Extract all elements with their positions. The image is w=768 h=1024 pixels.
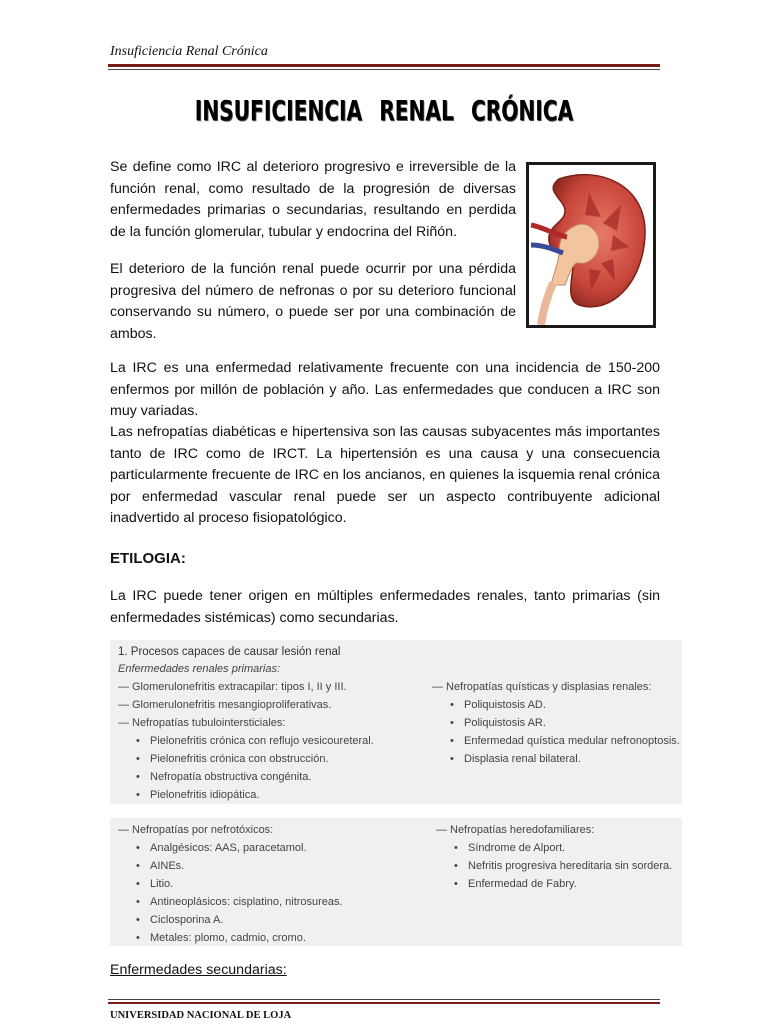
dash-icon: — (432, 681, 443, 693)
bullet-icon: • (454, 842, 458, 854)
list-item (432, 696, 680, 714)
list-item-text: Pielonefritis crónica con reflujo vesicoureteral. (150, 735, 374, 747)
table-right-column (436, 821, 672, 893)
list-item (432, 732, 680, 750)
list-item-text: Pielonefritis crónica con obstrucción. (150, 753, 329, 765)
causes-table-toxic-hereditary (110, 818, 682, 946)
list-item (118, 893, 343, 911)
bullet-icon: • (136, 842, 140, 854)
list-item (436, 821, 672, 839)
list-item-text: Poliquistosis AR. (464, 717, 546, 729)
list-item (118, 696, 374, 714)
bullet-icon: • (136, 771, 140, 783)
paragraph-deterioro: El deterioro de la función renal puede ocurrir por una pérdida progresiva del número de nefronas o por su deterioro funcional conservando su número, o puede ser por una combinación de ambos. (110, 261, 516, 342)
table-right-column (432, 678, 680, 768)
bullet-icon: • (450, 699, 454, 711)
list-item (432, 678, 680, 696)
list-item-text: Nefropatías heredofamiliares: (450, 824, 595, 836)
bullet-icon: • (454, 878, 458, 890)
footer-rule-thick (108, 1002, 660, 1004)
table-title: 1. Procesos capaces de causar lesión renal (118, 646, 341, 658)
list-item (436, 875, 672, 893)
paragraph-definition: Se define como IRC al deterioro progresivo e irreversible de la función renal, como resultado de la progresión de diversas enfermedades primarias o secundarias, resultando en perdida de la función glomerular, tubular y endocrina del Riñón. (110, 159, 516, 240)
footer-university: UNIVERSIDAD NACIONAL DE LOJA (110, 1010, 292, 1021)
bullet-icon: • (136, 878, 140, 890)
list-item-text: Síndrome de Alport. (468, 842, 566, 854)
bullet-icon: • (454, 860, 458, 872)
list-item (118, 857, 343, 875)
dash-icon: — (118, 717, 129, 729)
running-header-title: Insuficiencia Renal Crónica (110, 44, 268, 59)
section-heading-etiologia: ETILOGIA: (110, 550, 186, 567)
list-item (436, 839, 672, 857)
paragraph-origen: La IRC puede tener origen en múltiples enfermedades renales, tanto primarias (sin enfermedades sistémicas) como secundarias. (110, 588, 660, 626)
bullet-icon: • (450, 753, 454, 765)
list-item-text: Nefropatías quísticas y displasias renales: (446, 681, 652, 693)
table-subtitle: Enfermedades renales primarias: (118, 663, 281, 675)
list-item-text: Pielonefritis idiopática. (150, 789, 260, 801)
list-item-text: AINEs. (150, 860, 185, 872)
list-item-text: Metales: plomo, cadmio, cromo. (150, 932, 306, 944)
list-item-text: Antineoplásicos: cisplatino, nitrosureas. (150, 896, 343, 908)
list-item-text: Nefropatías tubulointersticiales: (132, 717, 286, 729)
list-item-text: Nefropatías por nefrotóxicos: (132, 824, 274, 836)
bullet-icon: • (136, 860, 140, 872)
bullet-icon: • (450, 735, 454, 747)
kidney-figure (526, 162, 656, 328)
table-left-column (118, 821, 343, 947)
list-item-text: Litio. (150, 878, 174, 890)
bullet-icon: • (136, 932, 140, 944)
bullet-icon: • (450, 717, 454, 729)
list-item (118, 678, 374, 696)
table-left-column (118, 678, 374, 804)
list-item (118, 929, 343, 947)
list-item-text: Enfermedad de Fabry. (468, 878, 577, 890)
list-item (118, 786, 374, 804)
section-heading-secundarias: Enfermedades secundarias: (110, 962, 287, 978)
list-item-text: Poliquistosis AD. (464, 699, 546, 711)
bullet-icon: • (136, 789, 140, 801)
paragraph-incidencia: La IRC es una enfermedad relativamente frecuente con una incidencia de 150-200 enfermos por millón de población y año. Las enfermedades que conducen a IRC son muy variadas. (110, 360, 660, 419)
bullet-icon: • (136, 896, 140, 908)
list-item (118, 714, 374, 732)
list-item (436, 857, 672, 875)
list-item-text: Glomerulonefritis mesangioproliferativas. (132, 699, 332, 711)
list-item-text: Displasia renal bilateral. (464, 753, 581, 765)
bullet-icon: • (136, 914, 140, 926)
list-item (118, 750, 374, 768)
paragraph-nefropatias: Las nefropatías diabéticas e hipertensiva son las causas subyacentes más importantes tanto de IRC como de IRCT. La hipertensión es una causa y una consecuencia particularmente frecuente de IRC en los ancianos, en quienes la isquemia renal crónica por enfermedad vascular renal puede ser un aspecto contribuyente adicional inadvertido al proceso fisiopatológico. (110, 424, 660, 526)
dash-icon: — (118, 681, 129, 693)
list-item (118, 821, 343, 839)
list-item (118, 911, 343, 929)
footer-rule-thin (108, 999, 660, 1000)
causes-table-primary (110, 640, 682, 804)
dash-icon: — (436, 824, 447, 836)
list-item (118, 732, 374, 750)
kidney-illustration-icon (529, 165, 653, 325)
list-item (118, 768, 374, 786)
dash-icon: — (118, 824, 129, 836)
list-item-text: Nefropatía obstructiva congénita. (150, 771, 312, 783)
list-item-text: Nefritis progresiva hereditaria sin sordera. (468, 860, 673, 872)
list-item-text: Analgésicos: AAS, paracetamol. (150, 842, 307, 854)
page-title: INSUFICIENCIA RENAL CRÓNICA (194, 94, 574, 127)
bullet-icon: • (136, 735, 140, 747)
list-item (432, 750, 680, 768)
list-item-text: Ciclosporina A. (150, 914, 224, 926)
list-item-text: Enfermedad quística medular nefronoptosis. (464, 735, 680, 747)
header-rule-thin (108, 69, 660, 70)
list-item-text: Glomerulonefritis extracapilar: tipos I, II y III. (132, 681, 347, 693)
header-rule-thick (108, 64, 660, 67)
dash-icon: — (118, 699, 129, 711)
list-item (118, 875, 343, 893)
list-item (118, 839, 343, 857)
bullet-icon: • (136, 753, 140, 765)
list-item (432, 714, 680, 732)
